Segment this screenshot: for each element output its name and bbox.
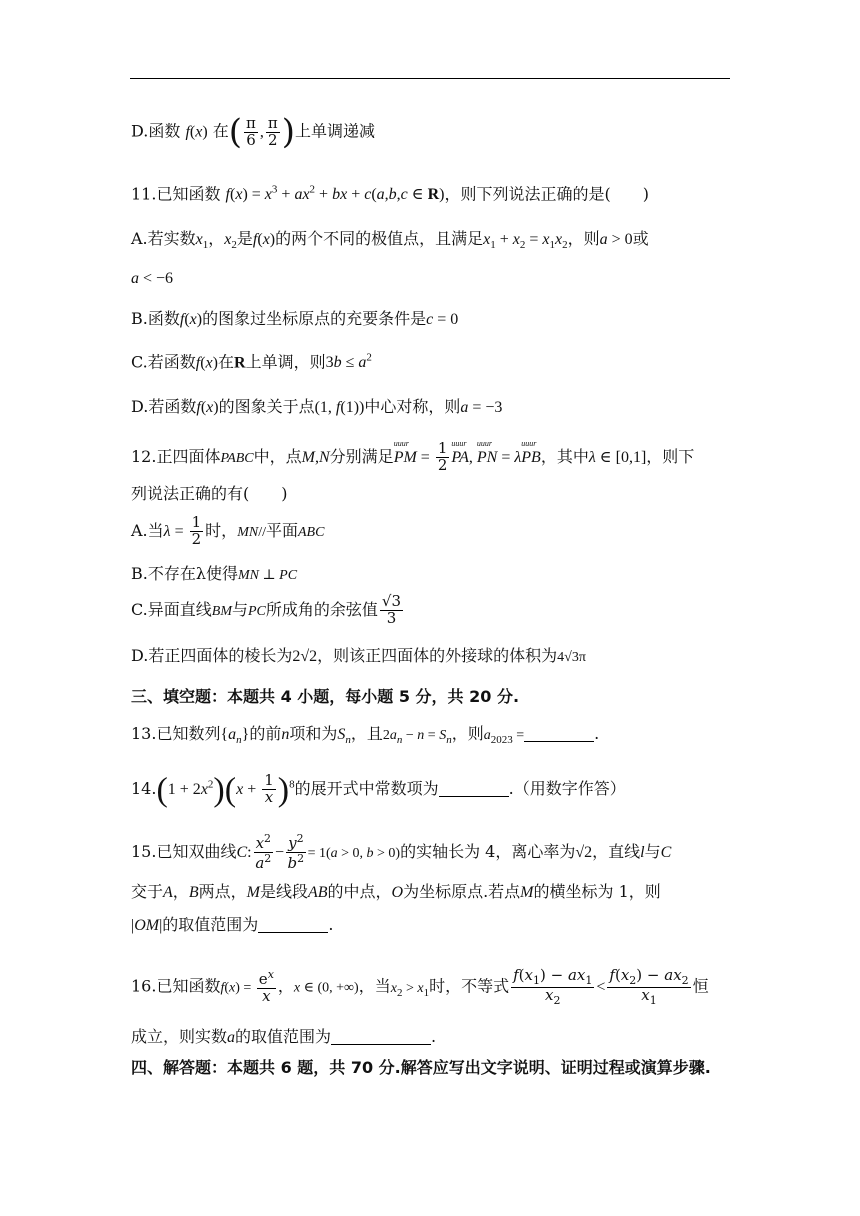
question-12-cont: 列说法正确的有( )	[131, 484, 288, 503]
question-16-cont: 成立，则实数a的取值范围为 .	[131, 1027, 437, 1046]
question-15: 15.已知双曲线C: $\frac{x^2}{a^2}$ − $\frac{y^2}{b^2}$ = 1(a > 0, b > 0)的实轴长为 4，离心率为√2，直线l与C	[131, 832, 672, 872]
question-15-cont-2: |OM|的取值范围为 .	[131, 915, 334, 934]
question-12-option-c: C.异面直线BM与PC所成角的余弦值 $\frac{√3}{3}$	[131, 592, 402, 627]
section-3-heading: 三、填空题：本题共 4 小题，每小题 5 分，共 20 分.	[131, 687, 520, 706]
question-11-option-a-cont: a < −6	[131, 270, 174, 287]
question-11-option-b: B.函数f(x)的图象过坐标原点的充要条件是c = 0	[131, 309, 459, 328]
question-11-option-a: A.若实数$x_1$，$x_2$是f(x)的两个不同的极值点，且满足$x_1 + x_2 = x_1x_2$，则a > 0或	[131, 229, 649, 252]
question-11-option-d: D.若函数f(x)的图象关于点(1, f(1))中心对称，则a = −3	[131, 397, 503, 416]
question-15-cont: 交于A，B两点，M是线段AB的中点，O为坐标原点.若点M的横坐标为 1，则	[131, 882, 661, 901]
question-12-option-b: B.不存在λ使得MN ⊥ PC	[131, 564, 298, 583]
option-d-q10: D.函数 f(x) 在( $\frac{\pi}{6}$ , $\frac{\pi}{2}$ )上单调递减	[131, 112, 376, 152]
question-12: 12.正四面体PABC中，点M,N分别满足uuur PM = $\frac{1}{2}$ uuur PA, uuur PN = λuuur PB，其中λ ∈ [0,1]，则下	[131, 441, 694, 474]
section-4-heading: 四、解答题：本题共 6 题，共 70 分.解答应写出文字说明、证明过程或演算步骤.	[131, 1058, 711, 1077]
question-11: 11.已知函数 $f(x) = x^3 + ax^2$ + bx + c(a,b,c ∈ R)，则下列说法正确的是( )	[131, 184, 649, 204]
question-13: 13.已知数列$\{a_n\}$的前n项和为$S_n$，且$2a_n - n = S_n$，则$a_{2023}$ = .	[131, 724, 600, 747]
question-11-option-c: C.若函数f(x)在R上单调，则$3b \le a^2$	[131, 352, 372, 372]
answer-blank[interactable]	[524, 725, 594, 742]
answer-blank[interactable]	[258, 916, 328, 933]
option-text: 在	[212, 121, 229, 141]
question-14: $14.(1 + 2x^2)(x$ + $\frac{1}{x}$ )$^8$的展开式中常数项为 .（用数字作答）	[131, 771, 626, 809]
header-rule	[130, 78, 730, 79]
question-12-option-a: A.当λ = $\frac{1}{2}$ 时，MN//平面ABC	[131, 513, 325, 548]
option-text: D.函数	[131, 121, 186, 141]
question-12-option-d: D.若正四面体的棱长为2√2，则该正四面体的外接球的体积为4√3π	[131, 646, 586, 665]
answer-blank[interactable]	[439, 780, 509, 797]
question-16: 16.已知函数f(x) = $\frac{e^x}{x}$ ，x ∈ (0, +∞)，当$x_2 > x_1$时，不等式 $\frac{f(x_1) - ax_1}{x_2}$ < $\frac{f(x_2) - ax_2}{x_1}$ 恒	[131, 966, 709, 1007]
option-text: 上单调递减	[295, 121, 376, 141]
answer-blank[interactable]	[331, 1028, 431, 1045]
